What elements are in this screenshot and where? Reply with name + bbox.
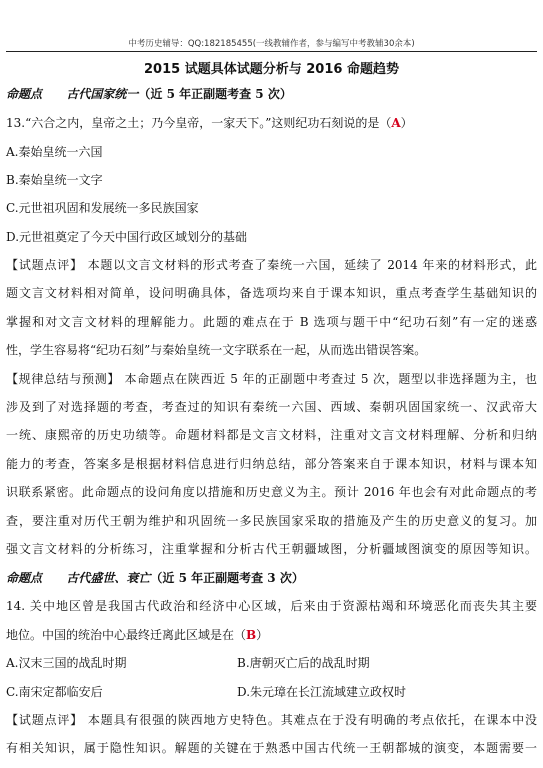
question-13 xyxy=(6,116,413,130)
option-13-d: D.元世祖奠定了今天中国行政区域划分的基础 xyxy=(6,230,248,244)
review-13-line: 掌握和对文言文材料的理解能力。此题的难点在于 B 选项与题干中“纪功石刻”有一定的迷惑 xyxy=(6,315,537,329)
option-14-a: A.汉末三国的战乱时期 xyxy=(6,656,127,670)
option-13-c: C.元世祖巩固和发展统一多民族国家 xyxy=(6,201,199,215)
question-13-close: ） xyxy=(400,116,413,130)
question-13-text: 13.“六合之内，皇帝之土；乃今皇帝，一家天下。”这则纪功石刻说的是（ xyxy=(6,116,392,130)
summary-line: 识联系紧密。此命题点的设问角度以措施和历史意义为主。预计 2016 年也会有对此命题点的考 xyxy=(6,485,537,499)
question-14-line1: 14. 关中地区曾是我国古代政治和经济中心区域，后来由于资源枯竭和环境恶化而丧失其主要 xyxy=(6,599,537,613)
review-13-line: 【试题点评】 本题以文言文材料的形式考查了秦统一六国，延续了 2014 年来的材料形式，此 xyxy=(6,258,537,272)
review-13-line: 性，学生容易将“纪功石刻”与秦始皇统一文字联系在一起，从而选出错误答案。 xyxy=(6,343,427,357)
section1-heading-note: （近 5 年正副题考查 5 次） xyxy=(138,87,292,101)
section2-heading-label: 命题点 xyxy=(6,571,43,585)
page-header: 中考历史辅导：QQ:182185455(一线教辅作者，参与编写中考教辅30余本) xyxy=(128,39,415,49)
question-14-text: 地位。中国的统治中心最终迁离此区域是在（ xyxy=(6,628,247,642)
section1-heading xyxy=(6,87,292,101)
option-14-b: B.唐朝灭亡后的战乱时期 xyxy=(237,656,370,670)
summary-line: 查，要注重对历代王朝为维护和巩固统一多民族国家采取的措施及产生的历史意义的复习。加 xyxy=(6,514,537,528)
question-14-close: ） xyxy=(256,628,269,642)
question-14-answer: B xyxy=(246,628,257,642)
section1-heading-topic: 古代国家统一 xyxy=(66,87,139,101)
summary-line: 一统、康熙帝的历史功绩等。命题材料都是文言文材料，注重对文言文材料理解、分析和归纳 xyxy=(6,428,537,442)
option-13-a: A.秦始皇统一六国 xyxy=(6,145,103,159)
option-14-d: D.朱元璋在长江流域建立政权时 xyxy=(237,685,407,699)
summary-line: 【规律总结与预测】 本命题点在陕西近 5 年的正副题中考查过 5 次，题型以非选择题为主，也 xyxy=(6,372,537,386)
section1-heading-label: 命题点 xyxy=(6,87,43,101)
summary-line: 强文言文材料的分析练习，注重掌握和分析古代王朝疆域图，分析疆域图演变的原因等知识。 xyxy=(6,542,537,556)
page-title: 2015 试题具体试题分析与 2016 命题趋势 xyxy=(144,62,399,77)
header-rule xyxy=(6,51,537,52)
review-13-line: 题文言文材料相对简单，设问明确具体，备选项均来自于课本知识，重点考查学生基础知识的 xyxy=(6,286,537,300)
review-14-line: 【试题点评】 本题具有很强的陕西地方史特色。其难点在于没有明确的考点依托，在课本中没 xyxy=(6,713,537,727)
option-14-c: C.南宋定都临安后 xyxy=(6,685,103,699)
section2-heading xyxy=(6,571,304,585)
summary-line: 涉及到了对选择题的考查，考查过的知识有秦统一六国、西域、秦朝巩固国家统一、汉武帝大 xyxy=(6,400,537,414)
review-14-line: 有相关知识，属于隐性知识。解题的关键在于熟悉中国古代统一王朝都城的演变，本题需要一 xyxy=(6,741,537,755)
summary-line: 能力的考查，答案多是根据材料信息进行归纳总结，部分答案来自于课本知识，材料与课本知 xyxy=(6,457,537,471)
section2-heading-note: （近 5 年正副题考查 3 次） xyxy=(150,571,304,585)
section2-heading-topic: 古代盛世、衰亡 xyxy=(66,571,151,585)
option-13-b: B.秦始皇统一文字 xyxy=(6,173,103,187)
question-13-answer: A xyxy=(391,116,401,130)
question-14-line2 xyxy=(6,628,268,642)
